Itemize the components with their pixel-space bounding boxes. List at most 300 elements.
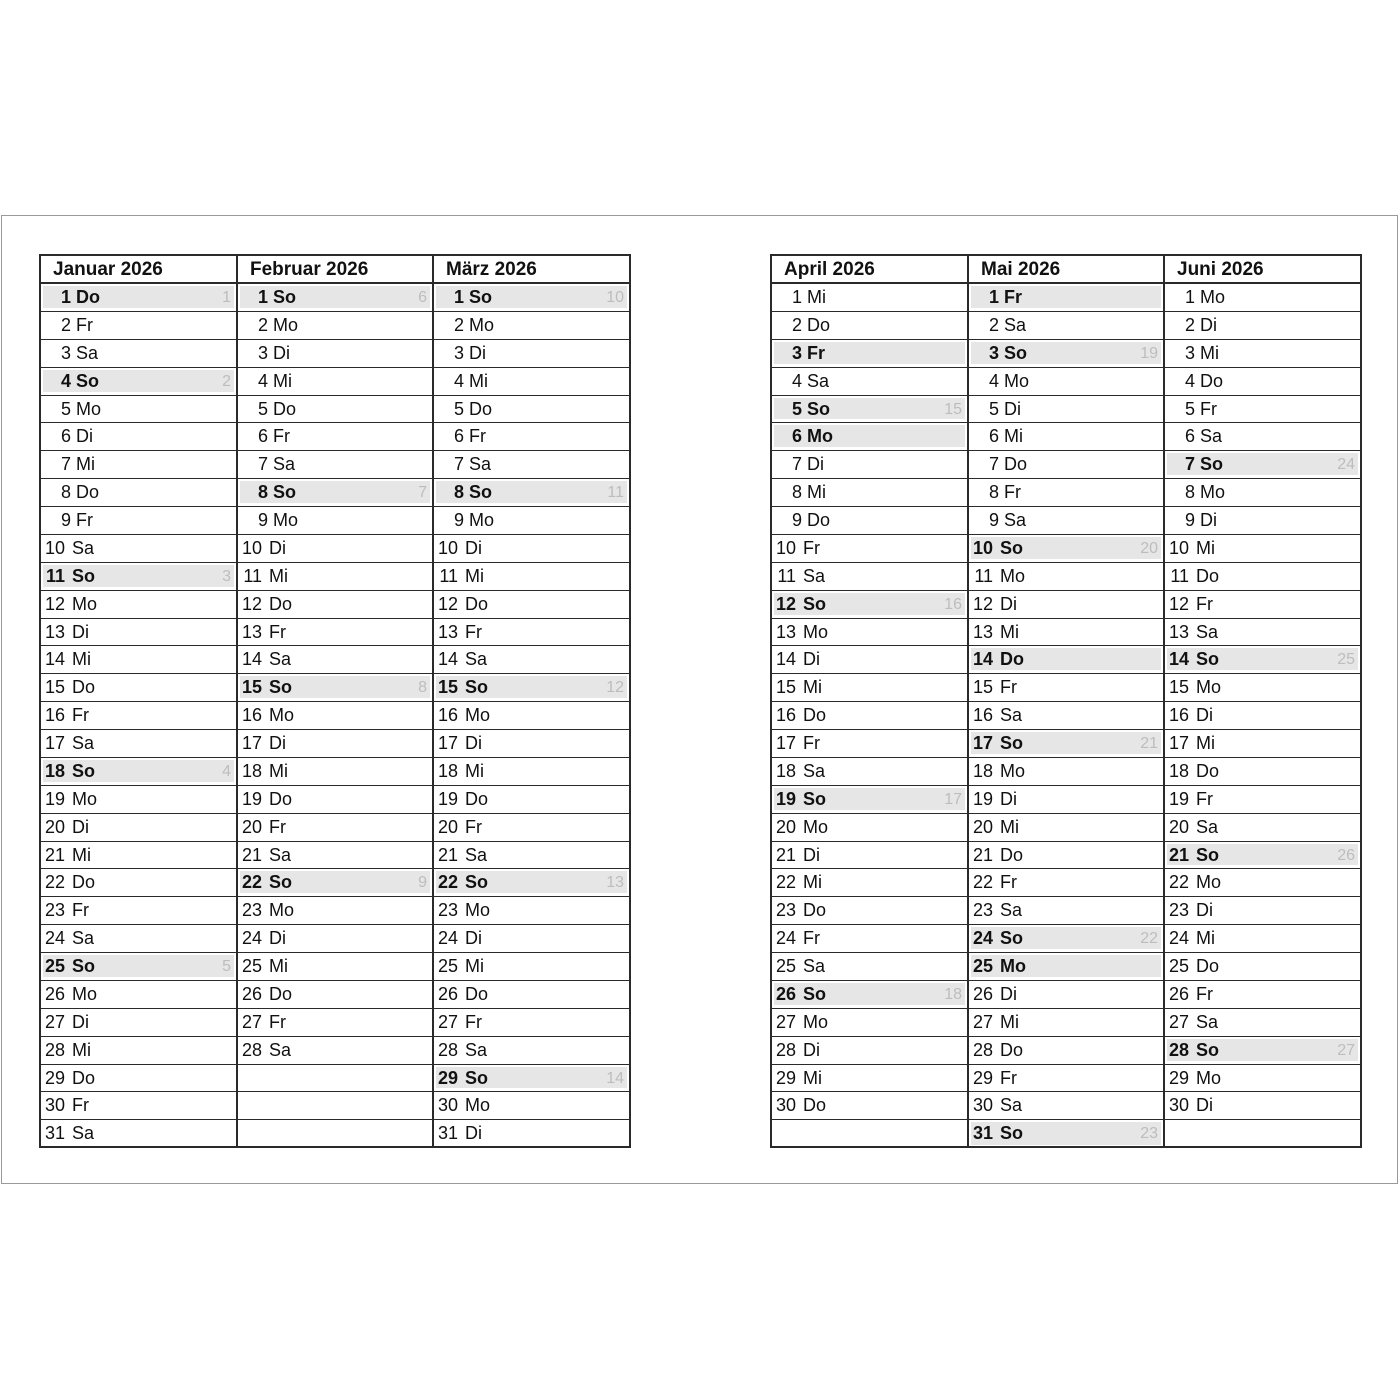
day-number: 26 <box>1168 983 1189 1004</box>
day-row <box>238 1037 432 1065</box>
month-title: März 2026 <box>434 256 629 284</box>
weekday-label: Mi <box>76 454 95 475</box>
weekday-label: Do <box>1000 1039 1024 1060</box>
weekday-label: So <box>803 983 827 1004</box>
day-row-holiday <box>434 479 629 507</box>
week-number: 9 <box>418 874 427 892</box>
weekday-label: Mi <box>803 872 822 893</box>
day-row <box>41 535 236 563</box>
weekday-label: Do <box>803 900 827 921</box>
day-row <box>969 507 1163 535</box>
day-number: 23 <box>241 900 262 921</box>
day-row <box>41 423 236 451</box>
weekday-label: Mi <box>72 649 91 670</box>
day-number: 10 <box>972 537 993 558</box>
day-number: 24 <box>972 928 993 949</box>
day-number: 18 <box>44 760 65 781</box>
day-number: 19 <box>44 788 65 809</box>
weekday-label: Do <box>76 482 100 503</box>
weekday-label: Sa <box>465 844 488 865</box>
day-number: 7 <box>791 454 802 475</box>
day-row <box>434 786 629 814</box>
holiday-shade <box>240 286 430 308</box>
weekday-label: Sa <box>1196 816 1219 837</box>
weekday-label: Di <box>807 454 824 475</box>
day-number: 5 <box>453 398 464 419</box>
day-number: 28 <box>437 1039 458 1060</box>
day-number: 5 <box>257 398 268 419</box>
day-number: 8 <box>988 482 999 503</box>
weekday-label: So <box>465 1067 489 1088</box>
weekday-label: Di <box>72 1011 89 1032</box>
empty-day-row <box>772 1120 967 1148</box>
day-row <box>41 981 236 1009</box>
day-number: 21 <box>437 844 458 865</box>
day-number: 14 <box>775 649 796 670</box>
weekday-label: Mi <box>1004 426 1023 447</box>
day-number: 10 <box>1168 537 1189 558</box>
day-row <box>969 1009 1163 1037</box>
week-number: 24 <box>1337 456 1355 474</box>
day-number: 25 <box>44 956 65 976</box>
weekday-label: Mo <box>273 314 299 335</box>
day-row <box>1165 786 1360 814</box>
month-column-march <box>434 256 629 1146</box>
day-row-holiday <box>1165 842 1360 870</box>
day-row <box>772 1037 967 1065</box>
day-number: 17 <box>437 733 458 753</box>
day-row-holiday <box>238 869 432 897</box>
weekday-label: Fr <box>1000 677 1017 698</box>
day-row <box>969 702 1163 730</box>
weekday-label: Do <box>76 287 100 307</box>
day-row <box>238 786 432 814</box>
day-row <box>1165 1009 1360 1037</box>
week-number: 19 <box>1140 344 1158 362</box>
day-row <box>1165 897 1360 925</box>
weekday-label: Sa <box>803 760 826 781</box>
day-number: 23 <box>437 900 458 921</box>
day-row-holiday <box>238 284 432 312</box>
day-number: 9 <box>453 510 464 530</box>
day-number: 1 <box>791 287 802 307</box>
weekday-label: Di <box>72 816 89 837</box>
weekday-label: Di <box>465 733 482 753</box>
week-number: 7 <box>418 484 427 502</box>
weekday-label: Mi <box>803 677 822 698</box>
day-row <box>1165 758 1360 786</box>
day-row-holiday <box>772 423 967 451</box>
day-number: 12 <box>972 593 993 614</box>
day-number: 1 <box>60 287 71 307</box>
day-number: 13 <box>44 621 65 642</box>
weekday-label: Fr <box>72 705 89 726</box>
day-number: 4 <box>257 370 268 391</box>
day-row <box>969 814 1163 842</box>
month-title: Januar 2026 <box>41 256 236 284</box>
day-number: 15 <box>241 677 262 698</box>
day-row <box>969 786 1163 814</box>
day-row <box>434 619 629 647</box>
weekday-label: Di <box>469 342 486 363</box>
day-number: 11 <box>974 565 993 586</box>
weekday-label: Mo <box>465 900 491 921</box>
day-row <box>434 814 629 842</box>
day-number: 1 <box>988 287 999 307</box>
day-row <box>238 981 432 1009</box>
day-number: 16 <box>44 705 65 726</box>
weekday-label: So <box>72 565 96 586</box>
weekday-label: Mi <box>72 844 91 865</box>
weekday-label: Mo <box>465 1095 491 1116</box>
day-number: 25 <box>437 956 458 976</box>
weekday-label: So <box>273 482 297 503</box>
day-number: 19 <box>972 788 993 809</box>
weekday-label: Mo <box>1000 760 1026 781</box>
weekday-label: Sa <box>1200 426 1223 447</box>
day-row <box>41 1092 236 1120</box>
month-column-january <box>41 256 238 1146</box>
day-row <box>969 591 1163 619</box>
day-row <box>969 423 1163 451</box>
day-number: 17 <box>972 733 993 753</box>
day-row <box>434 451 629 479</box>
day-row <box>1165 340 1360 368</box>
weekday-label: Sa <box>465 649 488 670</box>
day-number: 11 <box>1170 565 1189 586</box>
weekday-label: Mo <box>1196 1067 1222 1088</box>
day-row <box>1165 479 1360 507</box>
weekday-label: Do <box>465 593 489 614</box>
weekday-label: Sa <box>1196 1011 1219 1032</box>
day-number: 12 <box>241 593 262 614</box>
day-rows <box>41 284 236 1148</box>
day-number: 8 <box>791 482 802 503</box>
day-number: 27 <box>241 1011 262 1032</box>
day-row-holiday <box>772 340 967 368</box>
day-number: 21 <box>1168 844 1189 865</box>
weekday-label: Do <box>465 788 489 809</box>
day-row-holiday <box>969 646 1163 674</box>
day-row <box>41 619 236 647</box>
weekday-label: Mo <box>269 900 295 921</box>
weekday-label: Do <box>1196 760 1220 781</box>
day-row <box>772 451 967 479</box>
day-row-holiday <box>772 591 967 619</box>
holiday-shade <box>43 370 234 392</box>
day-row <box>238 1009 432 1037</box>
day-number: 12 <box>437 593 458 614</box>
day-row <box>41 1120 236 1148</box>
weekday-label: Fr <box>465 1011 482 1032</box>
day-number: 29 <box>437 1067 458 1088</box>
day-row <box>969 396 1163 424</box>
week-number: 14 <box>606 1069 624 1087</box>
day-row <box>434 423 629 451</box>
weekday-label: Mo <box>1000 565 1026 586</box>
day-number: 14 <box>1168 649 1189 670</box>
day-number: 30 <box>775 1095 796 1116</box>
weekday-label: Mo <box>76 398 102 419</box>
day-row-holiday <box>969 925 1163 953</box>
day-row <box>434 646 629 674</box>
week-number: 4 <box>222 762 231 780</box>
week-number: 5 <box>222 958 231 975</box>
holiday-shade <box>436 481 627 503</box>
day-number: 2 <box>791 314 802 335</box>
day-row <box>238 535 432 563</box>
day-number: 23 <box>1168 900 1189 921</box>
day-row <box>772 953 967 981</box>
day-number: 16 <box>775 705 796 726</box>
weekday-label: Mo <box>1196 872 1222 893</box>
weekday-label: So <box>803 788 827 809</box>
weekday-label: Sa <box>1196 621 1219 642</box>
day-row <box>969 758 1163 786</box>
day-row <box>1165 535 1360 563</box>
day-row-holiday <box>434 869 629 897</box>
day-number: 3 <box>791 342 802 363</box>
month-column-april <box>772 256 969 1146</box>
weekday-label: Mo <box>1004 370 1030 391</box>
day-row <box>1165 1092 1360 1120</box>
day-row <box>434 925 629 953</box>
day-number: 21 <box>241 844 262 865</box>
weekday-label: Mi <box>465 760 484 781</box>
empty-day-row <box>1165 1120 1360 1148</box>
day-row <box>772 284 967 312</box>
day-number: 9 <box>1184 510 1195 530</box>
day-number: 2 <box>988 314 999 335</box>
day-number: 21 <box>44 844 65 865</box>
weekday-label: Sa <box>269 1039 292 1060</box>
day-row <box>772 897 967 925</box>
weekday-label: Do <box>1000 844 1024 865</box>
weekday-label: Fr <box>465 816 482 837</box>
weekday-label: So <box>1200 454 1224 475</box>
day-row <box>41 451 236 479</box>
weekday-label: So <box>465 872 489 893</box>
weekday-label: Mi <box>1000 1011 1019 1032</box>
month-column-june <box>1165 256 1360 1146</box>
day-number: 27 <box>44 1011 65 1032</box>
weekday-label: Mi <box>807 287 826 307</box>
day-row <box>969 1037 1163 1065</box>
weekday-label: Di <box>76 426 93 447</box>
day-row <box>434 507 629 535</box>
holiday-shade <box>240 481 430 503</box>
day-number: 22 <box>437 872 458 893</box>
month-title: Mai 2026 <box>969 256 1163 284</box>
day-row <box>969 563 1163 591</box>
weekday-label: Mi <box>803 1067 822 1088</box>
day-row <box>969 981 1163 1009</box>
day-number: 4 <box>791 370 802 391</box>
empty-day-row <box>238 1092 432 1120</box>
weekday-label: Sa <box>72 733 95 753</box>
day-row <box>1165 702 1360 730</box>
day-number: 6 <box>453 426 464 447</box>
day-number: 19 <box>437 788 458 809</box>
day-row <box>41 646 236 674</box>
day-number: 12 <box>44 593 65 614</box>
day-row <box>238 646 432 674</box>
day-number: 20 <box>241 816 262 837</box>
day-number: 30 <box>1168 1095 1189 1116</box>
day-number: 25 <box>972 956 993 976</box>
day-number: 22 <box>44 872 65 893</box>
weekday-label: Fr <box>76 510 93 530</box>
weekday-label: Di <box>1000 593 1017 614</box>
day-row-holiday <box>238 674 432 702</box>
weekday-label: Mo <box>465 705 491 726</box>
weekday-label: Di <box>1196 900 1213 921</box>
day-row <box>238 814 432 842</box>
holiday-shade <box>43 286 234 308</box>
day-number: 20 <box>1168 816 1189 837</box>
day-number: 24 <box>775 928 796 949</box>
day-number: 1 <box>257 287 268 307</box>
weekday-label: Do <box>803 705 827 726</box>
holiday-shade <box>971 286 1161 308</box>
day-row-holiday <box>238 479 432 507</box>
day-row-holiday <box>969 284 1163 312</box>
day-number: 28 <box>972 1039 993 1060</box>
weekday-label: So <box>1196 649 1220 670</box>
day-number: 5 <box>791 398 802 419</box>
day-number: 28 <box>1168 1039 1189 1060</box>
weekday-label: So <box>273 287 297 307</box>
day-number: 5 <box>1184 398 1195 419</box>
day-row <box>772 814 967 842</box>
day-row <box>1165 619 1360 647</box>
day-number: 23 <box>44 900 65 921</box>
day-rows <box>1165 284 1360 1148</box>
day-row-holiday <box>969 340 1163 368</box>
calendar-half-right <box>770 254 1362 1148</box>
day-number: 13 <box>241 621 262 642</box>
day-row <box>1165 674 1360 702</box>
week-number: 27 <box>1337 1041 1355 1059</box>
day-row <box>41 674 236 702</box>
weekday-label: Do <box>807 510 831 530</box>
day-row <box>434 1009 629 1037</box>
day-row <box>238 396 432 424</box>
day-row <box>434 953 629 981</box>
week-number: 11 <box>607 484 624 502</box>
weekday-label: Mo <box>807 426 833 447</box>
day-number: 24 <box>1168 928 1189 949</box>
weekday-label: So <box>72 760 96 781</box>
weekday-label: So <box>1196 1039 1220 1060</box>
weekday-label: Di <box>1000 983 1017 1004</box>
day-number: 26 <box>972 983 993 1004</box>
day-number: 8 <box>257 482 268 503</box>
weekday-label: Di <box>803 649 820 670</box>
day-row <box>969 451 1163 479</box>
holiday-shade <box>1167 453 1358 475</box>
weekday-label: So <box>1000 537 1024 558</box>
day-number: 15 <box>1168 677 1189 698</box>
holiday-shade <box>774 425 965 447</box>
day-number: 22 <box>1168 872 1189 893</box>
day-number: 1 <box>1184 287 1195 307</box>
weekday-label: Sa <box>803 565 826 586</box>
weekday-label: Do <box>803 1095 827 1116</box>
day-row <box>772 925 967 953</box>
weekday-label: Do <box>72 872 96 893</box>
day-row <box>772 1092 967 1120</box>
weekday-label: Di <box>465 1123 482 1144</box>
week-number: 21 <box>1140 735 1158 752</box>
day-number: 4 <box>60 370 71 391</box>
weekday-label: Di <box>1196 705 1213 726</box>
day-row-holiday <box>1165 451 1360 479</box>
day-number: 13 <box>1168 621 1189 642</box>
day-number: 26 <box>241 983 262 1004</box>
month-title: April 2026 <box>772 256 967 284</box>
day-row <box>772 730 967 758</box>
day-number: 11 <box>439 565 458 586</box>
weekday-label: Fr <box>1196 593 1213 614</box>
week-number: 12 <box>606 679 624 697</box>
day-row <box>41 591 236 619</box>
day-number: 19 <box>775 788 796 809</box>
weekday-label: Sa <box>1000 705 1023 726</box>
day-row <box>1165 814 1360 842</box>
holiday-shade <box>971 342 1161 364</box>
day-row-holiday <box>41 563 236 591</box>
day-row <box>41 340 236 368</box>
weekday-label: Mi <box>1196 537 1215 558</box>
day-number: 15 <box>44 677 65 698</box>
weekday-label: Mi <box>72 1039 91 1060</box>
day-row <box>969 1092 1163 1120</box>
weekday-label: So <box>72 956 96 976</box>
day-number: 16 <box>241 705 262 726</box>
weekday-label: Do <box>72 677 96 698</box>
day-row <box>41 897 236 925</box>
day-row <box>238 368 432 396</box>
weekday-label: Fr <box>72 900 89 921</box>
day-number: 25 <box>1168 956 1189 976</box>
day-row <box>238 925 432 953</box>
day-number: 8 <box>60 482 71 503</box>
day-number: 31 <box>972 1123 993 1144</box>
day-row <box>772 619 967 647</box>
day-number: 5 <box>60 398 71 419</box>
weekday-label: Do <box>465 983 489 1004</box>
day-row <box>969 368 1163 396</box>
day-number: 14 <box>972 649 993 670</box>
day-number: 18 <box>972 760 993 781</box>
day-number: 11 <box>243 565 262 586</box>
day-row <box>1165 396 1360 424</box>
day-number: 27 <box>437 1011 458 1032</box>
weekday-label: Sa <box>269 844 292 865</box>
day-row <box>434 563 629 591</box>
weekday-label: Fr <box>1196 788 1213 809</box>
day-number: 3 <box>453 342 464 363</box>
day-number: 22 <box>241 872 262 893</box>
day-number: 12 <box>1168 593 1189 614</box>
day-number: 26 <box>437 983 458 1004</box>
weekday-label: Mi <box>465 565 484 586</box>
day-row <box>41 730 236 758</box>
day-number: 2 <box>257 314 268 335</box>
weekday-label: Sa <box>269 649 292 670</box>
weekday-label: Mo <box>469 510 495 530</box>
